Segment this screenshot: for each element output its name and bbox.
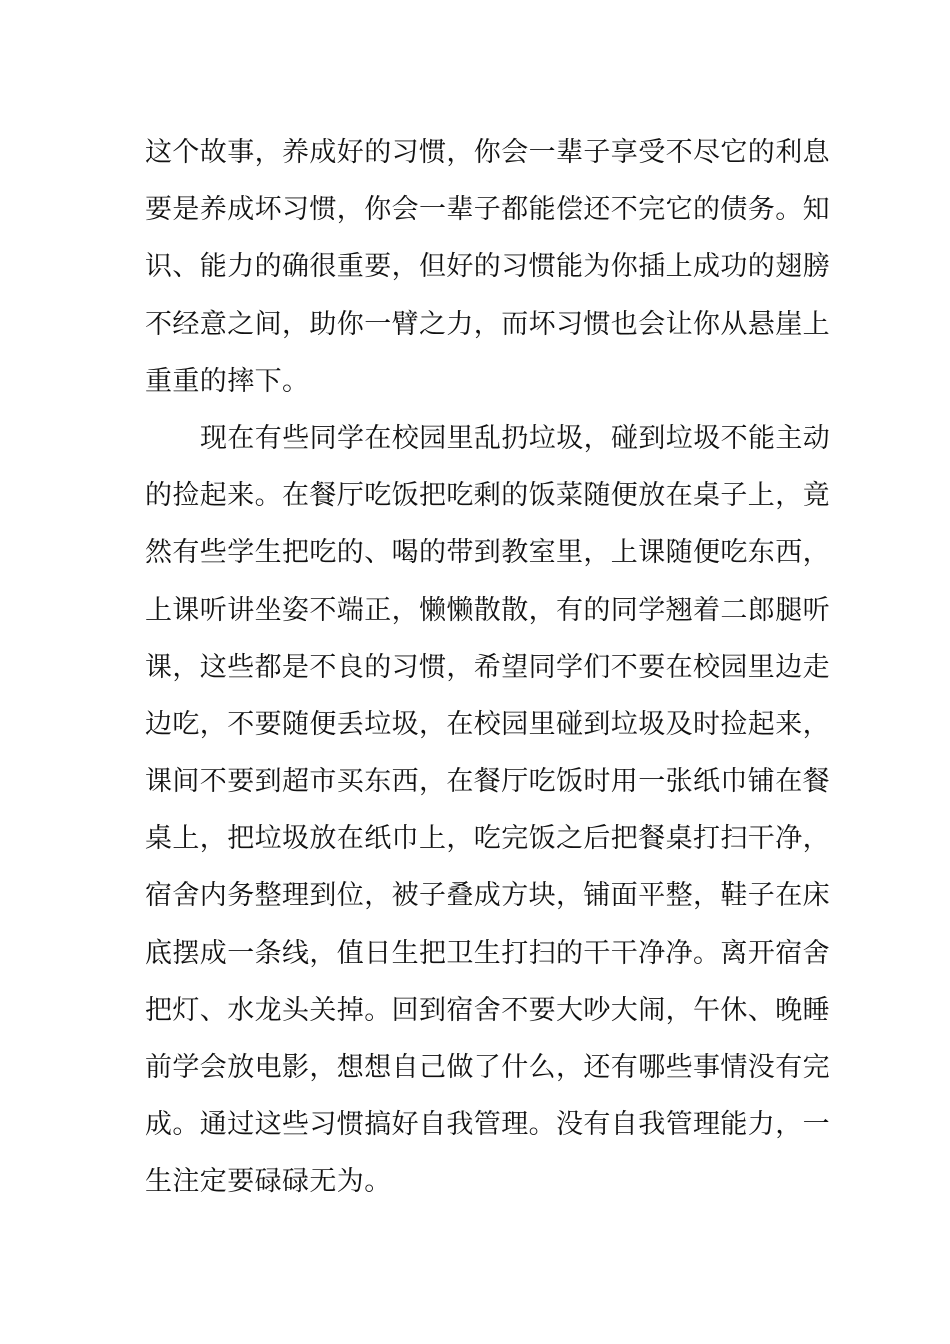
paragraph-1 bbox=[145, 128, 830, 414]
text-line: 前学会放电影，想想自己做了什么，还有哪些事情没有完 bbox=[145, 1052, 830, 1083]
text-line: 这个故事，养成好的习惯，你会一辈子享受不尽它的利息 bbox=[145, 137, 830, 168]
body-text bbox=[145, 128, 831, 1215]
text-line: 要是养成坏习惯，你会一辈子都能偿还不完它的债务。知 bbox=[145, 194, 830, 226]
text-line: 把灯、水龙头关掉。回到宿舍不要大吵大闹，午休、晚睡 bbox=[145, 994, 830, 1026]
text-line: 边吃，不要随便丢垃圾，在校园里碰到垃圾及时捡起来， bbox=[145, 708, 830, 740]
text-line: 然有些学生把吃的、喝的带到教室里，上课随便吃东西， bbox=[145, 537, 830, 569]
text-line-first: 现在有些同学在校园里乱扔垃圾，碰到垃圾不能主动 bbox=[200, 422, 831, 454]
text-line: 上课听讲坐姿不端正，懒懒散散，有的同学翘着二郎腿听 bbox=[145, 594, 830, 626]
paragraph-2 bbox=[145, 414, 831, 1215]
text-line: 桌上，把垃圾放在纸巾上，吃完饭之后把餐桌打扫干净， bbox=[145, 823, 830, 855]
text-line: 重重的摔下。 bbox=[145, 365, 310, 397]
text-line: 课，这些都是不良的习惯，希望同学们不要在校园里边走 bbox=[145, 651, 830, 683]
text-line: 识、能力的确很重要，但好的习惯能为你插上成功的翅膀 bbox=[145, 251, 830, 283]
text-line: 课间不要到超市买东西，在餐厅吃饭时用一张纸巾铺在餐 bbox=[145, 766, 830, 798]
text-line: 宿舍内务整理到位，被子叠成方块，铺面平整，鞋子在床 bbox=[145, 880, 830, 912]
text-line: 不经意之间，助你一臂之力，而坏习惯也会让你从悬崖上 bbox=[145, 308, 830, 340]
text-line: 生注定要碌碌无为。 bbox=[145, 1166, 392, 1198]
text-line: 底摆成一条线，值日生把卫生打扫的干干净净。离开宿舍 bbox=[145, 937, 830, 969]
text-line: 的捡起来。在餐厅吃饭把吃剩的饭菜随便放在桌子上，竟 bbox=[145, 480, 830, 512]
text-line: 成。通过这些习惯搞好自我管理。没有自我管理能力，一 bbox=[145, 1109, 830, 1141]
